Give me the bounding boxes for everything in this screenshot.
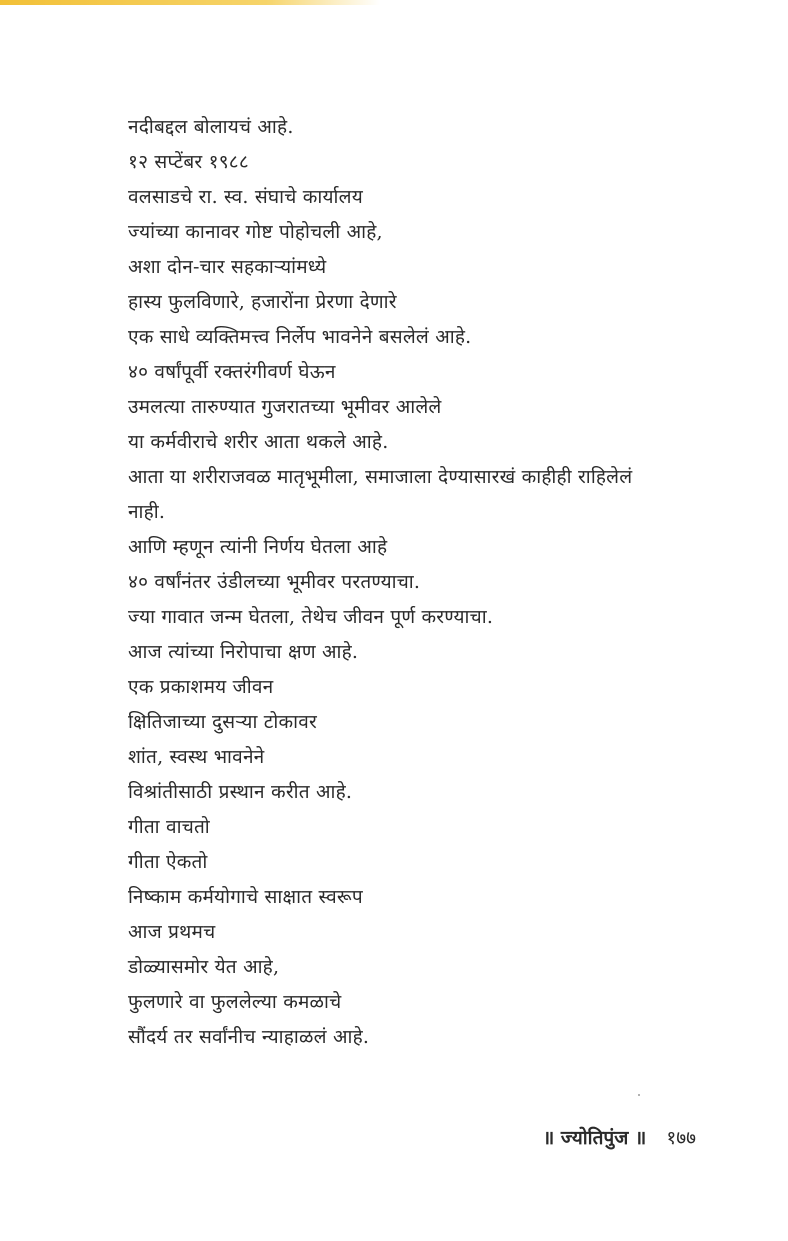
poem-line: एक प्रकाशमय जीवन (128, 676, 274, 698)
poem-line: अशा दोन-चार सहकाऱ्यांमध्ये (128, 256, 327, 278)
page-footer (543, 1124, 696, 1150)
poem-line: गीता ऐकतो (128, 851, 208, 873)
poem-line: शांत, स्वस्थ भावनेने (128, 746, 265, 768)
poem-line: नदीबद्दल बोलायचं आहे. (128, 116, 294, 138)
poem-line: नाही. (128, 501, 166, 523)
poem-line: हास्य फुलविणारे, हजारोंना प्रेरणा देणारे (128, 291, 397, 313)
poem-line: आता या शरीराजवळ मातृभूमीला, समाजाला देण्यासारखं काहीही राहिलेलं (128, 466, 633, 488)
poem-line: उमलत्या तारुण्यात गुजरातच्या भूमीवर आलेले (128, 396, 442, 418)
poem-line: वलसाडचे रा. स्व. संघाचे कार्यालय (128, 186, 363, 208)
poem-line: डोळ्यासमोर येत आहे, (128, 956, 280, 978)
poem-line: निष्काम कर्मयोगाचे साक्षात स्वरूप (128, 886, 363, 908)
poem-line: ज्या गावात जन्म घेतला, तेथेच जीवन पूर्ण करण्याचा. (128, 606, 494, 628)
poem-line: फुलणारे वा फुललेल्या कमळाचे (128, 991, 342, 1013)
poem-line: एक साधे व्यक्तिमत्त्व निर्लेप भावनेने बसलेलं आहे. (128, 326, 472, 348)
poem-line: आणि म्हणून त्यांनी निर्णय घेतला आहे (128, 536, 388, 558)
poem-line: आज प्रथमच (128, 921, 216, 943)
poem-line: ज्यांच्या कानावर गोष्ट पोहोचली आहे, (128, 221, 383, 243)
poem-line: विश्रांतीसाठी प्रस्थान करीत आहे. (128, 781, 353, 803)
print-speck (638, 1094, 640, 1096)
poem-line: या कर्मवीराचे शरीर आता थकले आहे. (128, 431, 389, 453)
poem-line: ४० वर्षांपूर्वी रक्तरंगीवर्ण घेऊन (128, 361, 336, 383)
poem-line: ४० वर्षांनंतर उंडीलच्या भूमीवर परतण्याचा. (128, 571, 421, 593)
poem-line: क्षितिजाच्या दुसऱ्या टोकावर (128, 711, 317, 733)
poem-line: गीता वाचतो (128, 816, 210, 838)
book-title: ॥ ज्योतिपुंज ॥ (542, 1127, 647, 1149)
poem-line: १२ सप्टेंबर १९८८ (128, 151, 249, 173)
page-number: १७७ (666, 1127, 696, 1149)
poem-line: आज त्यांच्या निरोपाचा क्षण आहे. (128, 641, 359, 663)
poem-line: सौंदर्य तर सर्वांनीच न्याहाळलं आहे. (128, 1026, 370, 1048)
poem-body (128, 110, 728, 1055)
top-accent-bar (0, 0, 380, 5)
